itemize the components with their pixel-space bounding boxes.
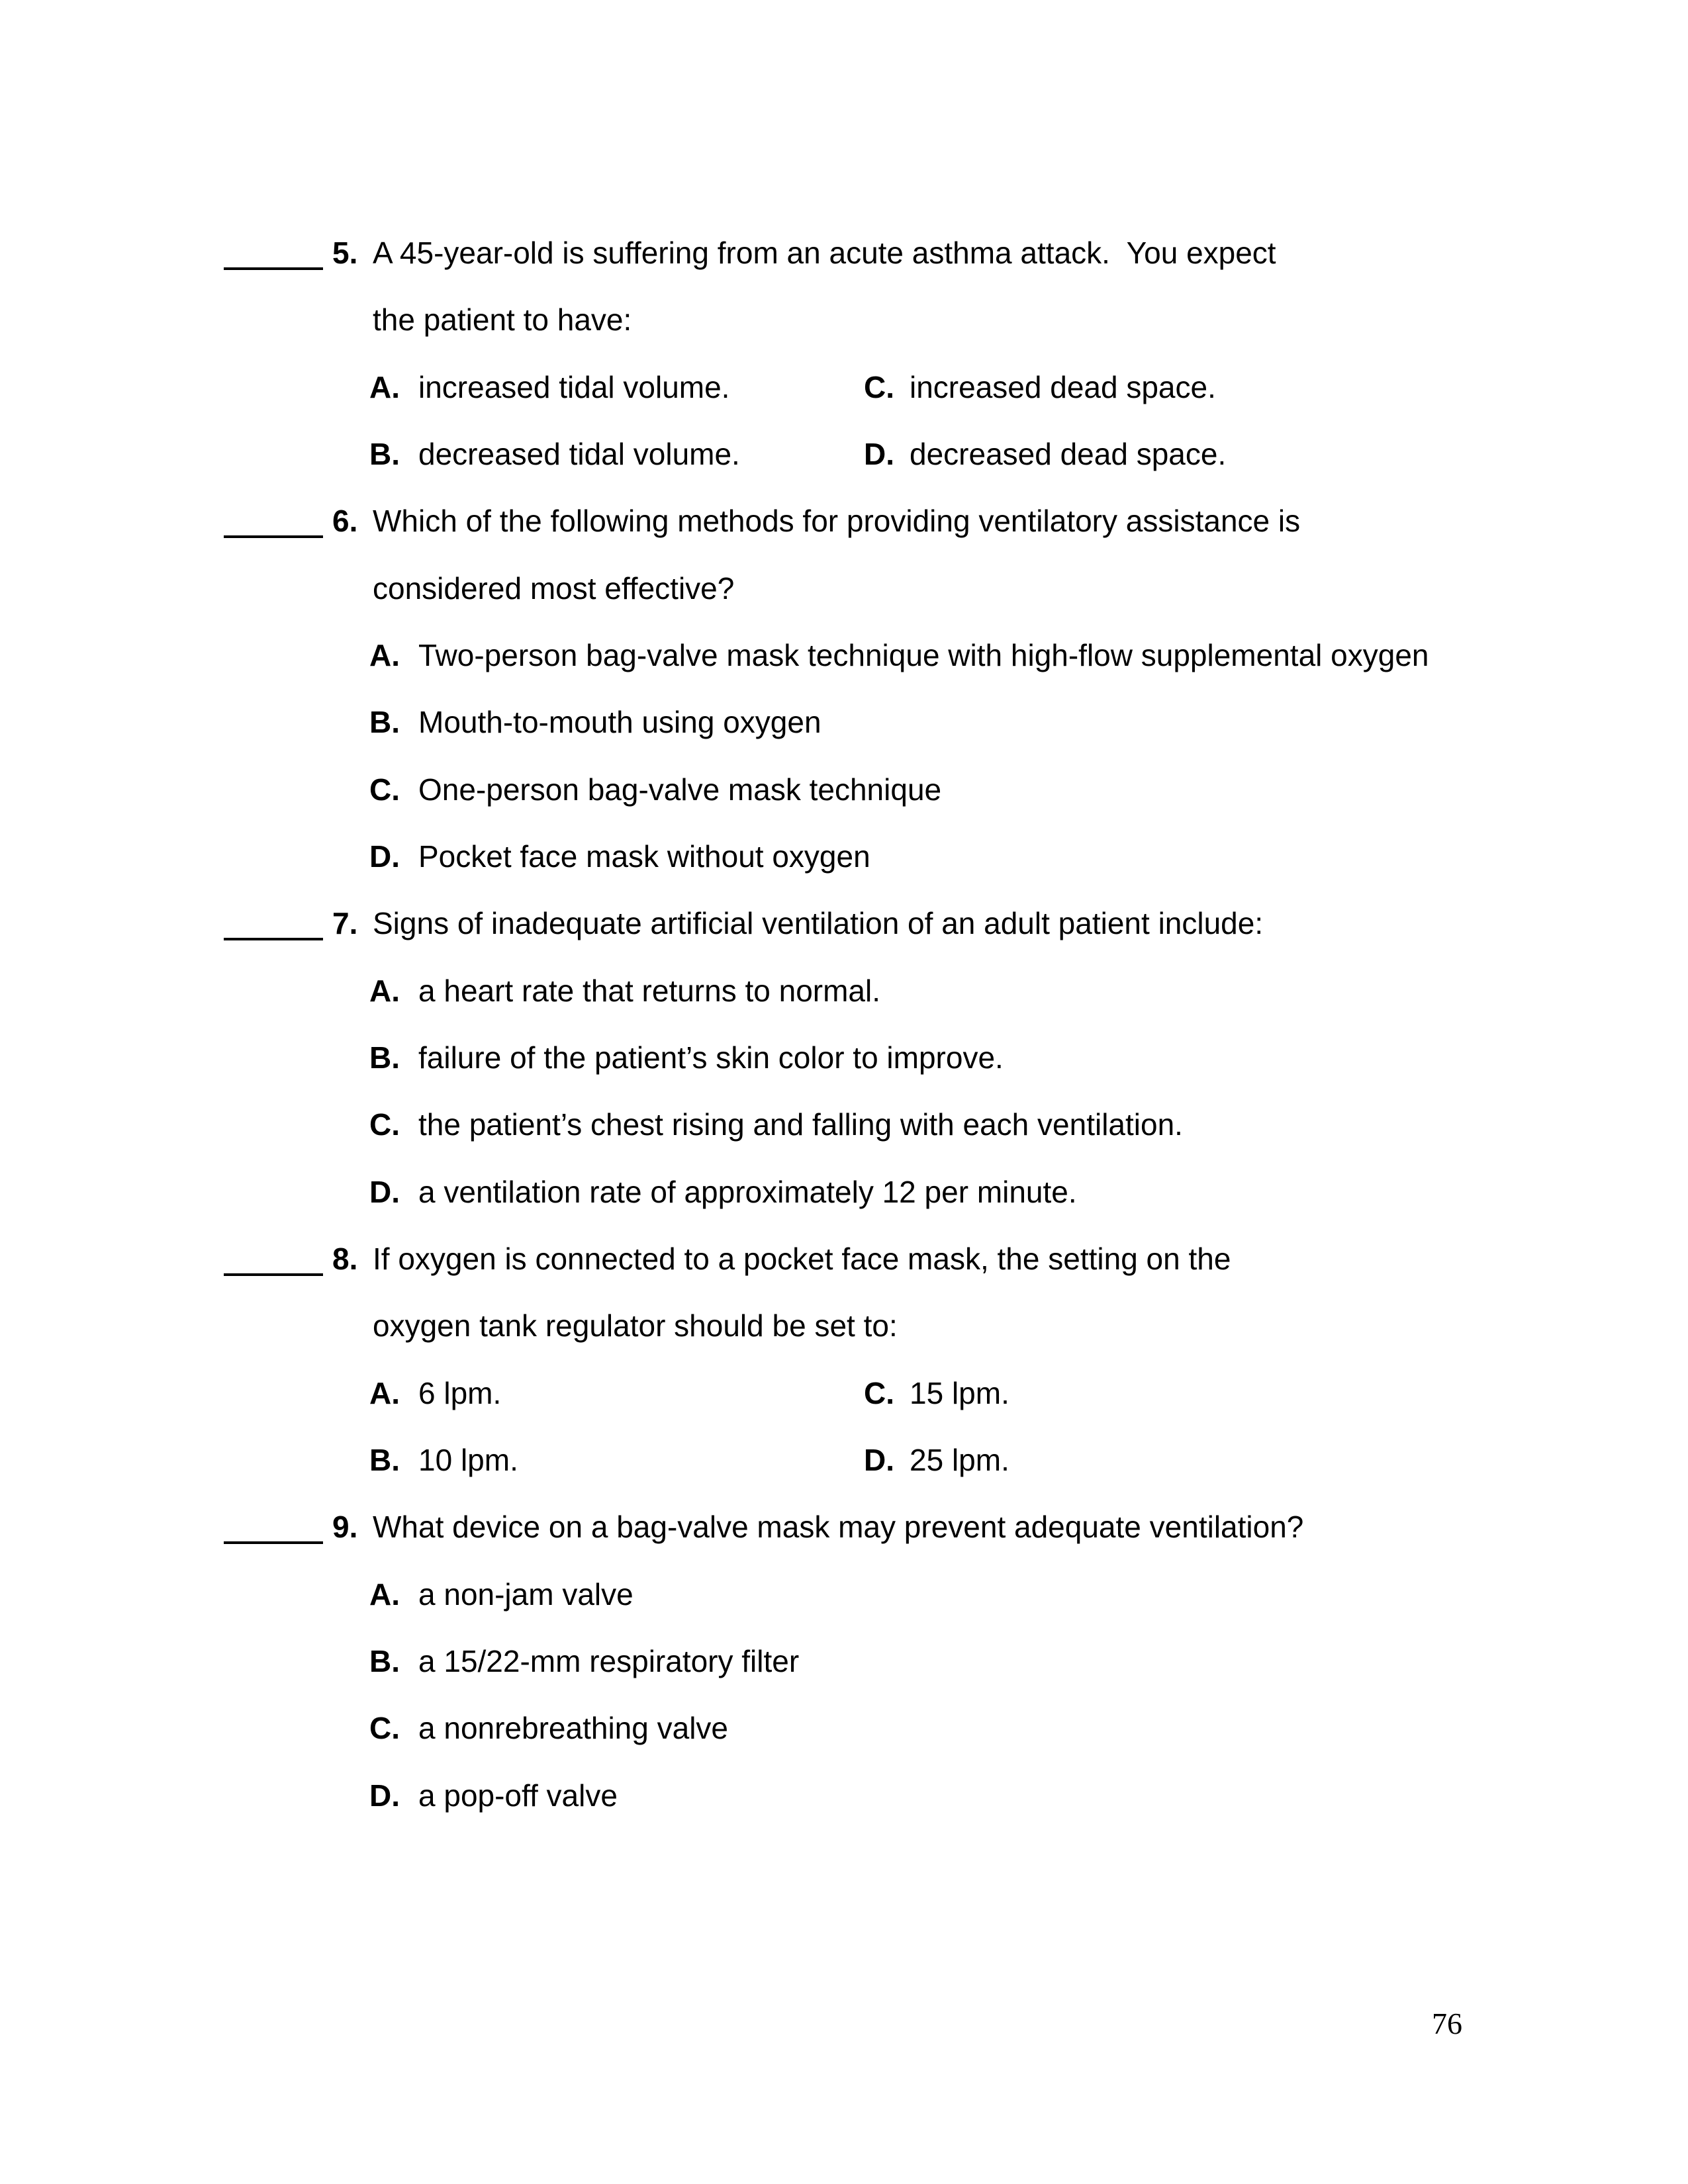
option-text: One-person bag-valve mask technique bbox=[418, 772, 942, 807]
option-letter: D. bbox=[369, 1175, 400, 1209]
option-letter: A. bbox=[369, 1376, 400, 1410]
question-text: considered most effective? bbox=[373, 571, 735, 606]
option-letter: D. bbox=[864, 437, 894, 471]
option-text: increased dead space. bbox=[910, 370, 1216, 404]
page-number: 76 bbox=[1432, 2007, 1462, 2040]
option-text: a nonrebreathing valve bbox=[418, 1711, 728, 1745]
option-letter: A. bbox=[369, 638, 400, 672]
question-text: the patient to have: bbox=[373, 302, 632, 337]
option-letter: B. bbox=[369, 1644, 400, 1678]
answer-blank bbox=[224, 535, 323, 538]
option-text: decreased dead space. bbox=[910, 437, 1227, 471]
option-text: a heart rate that returns to normal. bbox=[418, 974, 881, 1008]
option-letter: A. bbox=[369, 1577, 400, 1612]
option-text: increased tidal volume. bbox=[418, 370, 730, 404]
option-letter: A. bbox=[369, 974, 400, 1008]
question-text: What device on a bag-valve mask may prevent adequate ventilation? bbox=[373, 1510, 1304, 1544]
option-text: a ventilation rate of approximately 12 per minute. bbox=[418, 1175, 1077, 1209]
option-letter: A. bbox=[369, 370, 400, 404]
question-number: 7. bbox=[332, 906, 358, 940]
question-number: 5. bbox=[332, 236, 358, 270]
option-letter: C. bbox=[369, 1107, 400, 1142]
option-text: the patient’s chest rising and falling with each ventilation. bbox=[418, 1107, 1183, 1142]
option-letter: C. bbox=[864, 370, 894, 404]
question-text: Signs of inadequate artificial ventilation of an adult patient include: bbox=[373, 906, 1264, 940]
option-letter: B. bbox=[369, 437, 400, 471]
option-text: Mouth-to-mouth using oxygen bbox=[418, 705, 821, 739]
option-text: Two-person bag-valve mask technique with high-flow supplemental oxygen bbox=[418, 638, 1429, 672]
option-letter: B. bbox=[369, 705, 400, 739]
option-text: failure of the patient’s skin color to improve. bbox=[418, 1040, 1004, 1075]
option-text: Pocket face mask without oxygen bbox=[418, 839, 870, 874]
question-text: A 45-year-old is suffering from an acute asthma attack. You expect bbox=[373, 236, 1276, 270]
option-text: 6 lpm. bbox=[418, 1376, 502, 1410]
option-text: a pop-off valve bbox=[418, 1778, 618, 1813]
option-letter: D. bbox=[369, 1778, 400, 1813]
option-letter: B. bbox=[369, 1040, 400, 1075]
option-letter: D. bbox=[864, 1443, 894, 1477]
option-letter: C. bbox=[864, 1376, 894, 1410]
question-text: If oxygen is connected to a pocket face mask, the setting on the bbox=[373, 1242, 1231, 1276]
option-letter: C. bbox=[369, 772, 400, 807]
option-letter: B. bbox=[369, 1443, 400, 1477]
option-text: a 15/22-mm respiratory filter bbox=[418, 1644, 800, 1678]
answer-blank bbox=[224, 1541, 323, 1544]
option-letter: D. bbox=[369, 839, 400, 874]
answer-blank bbox=[224, 938, 323, 940]
option-text: 25 lpm. bbox=[910, 1443, 1009, 1477]
question-text: Which of the following methods for providing ventilatory assistance is bbox=[373, 504, 1301, 538]
answer-blank bbox=[224, 1273, 323, 1276]
option-letter: C. bbox=[369, 1711, 400, 1745]
question-number: 9. bbox=[332, 1510, 358, 1544]
answer-blank bbox=[224, 267, 323, 270]
option-text: 10 lpm. bbox=[418, 1443, 518, 1477]
option-text: a non-jam valve bbox=[418, 1577, 633, 1612]
question-number: 8. bbox=[332, 1242, 358, 1276]
option-text: decreased tidal volume. bbox=[418, 437, 740, 471]
question-text: oxygen tank regulator should be set to: bbox=[373, 1308, 898, 1343]
option-text: 15 lpm. bbox=[910, 1376, 1009, 1410]
question-number: 6. bbox=[332, 504, 358, 538]
